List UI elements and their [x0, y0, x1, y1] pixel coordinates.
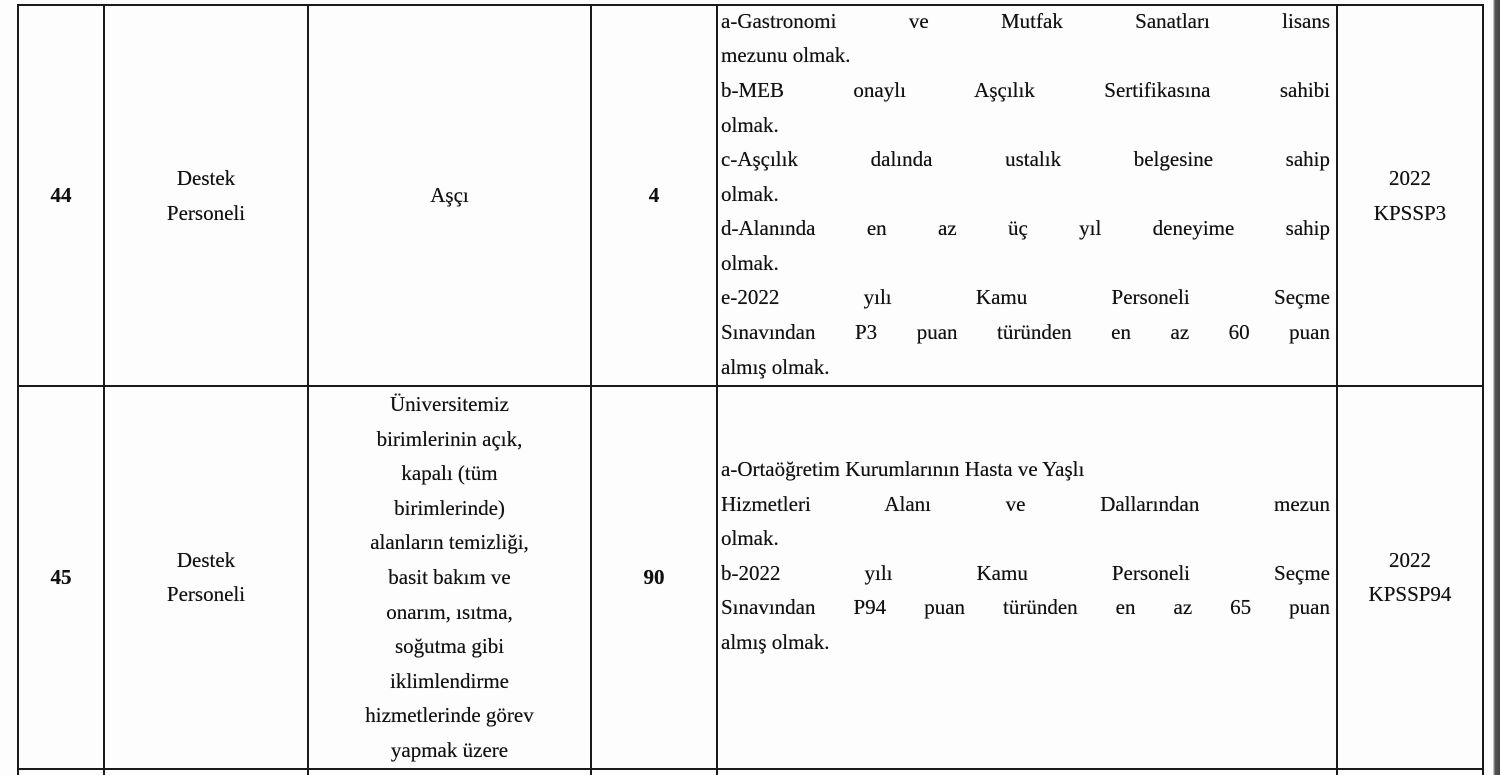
requirement-line: d-Alanında en az üç yıl deneyime sahip [721, 216, 1330, 241]
row-number-cell: 45 [18, 386, 104, 769]
requirement-line: c-Aşçılık dalında ustalık belgesine sahip [721, 147, 1330, 172]
requirements-cell [717, 386, 1337, 769]
table-row [18, 5, 1483, 386]
staff-type-line: Personeli [166, 200, 246, 225]
requirement-line: Hizmetleri Alanı ve Dallarından mezun [721, 491, 1330, 516]
exam-score-cell [1337, 386, 1483, 769]
requirement-line: a-Gastronomi ve Mutfak Sanatları lisans [721, 8, 1330, 33]
requirement-line: olmak. [721, 526, 779, 551]
row-number-cell: 44 [18, 5, 104, 386]
position-count-cell: 4 [591, 5, 717, 386]
requirement-line: Sınavından P94 puan türünden en az 65 puan [721, 595, 1330, 620]
staff-type-line: Destek [176, 165, 236, 190]
requirements-text [721, 4, 1330, 385]
position-title-line: soğutma gibi [394, 634, 505, 659]
page-edge-scrollbar [1493, 0, 1500, 775]
requirement-line: b-2022 yılı Kamu Personeli Seçme [721, 560, 1330, 585]
staff-type-cell [104, 5, 308, 386]
exam-score-cell [1337, 5, 1483, 386]
exam-score-type: KPSSP3 [1373, 200, 1447, 225]
requirement-line: olmak. [721, 181, 779, 206]
requirement-line: e-2022 yılı Kamu Personeli Seçme [721, 285, 1330, 310]
requirements-cell [717, 5, 1337, 386]
exam-year: 2022 [1389, 547, 1431, 572]
requirement-line: olmak. [721, 250, 779, 275]
position-title-line: iklimlendirme [390, 668, 509, 693]
position-title-line: Aşçı [430, 183, 469, 208]
exam-score-type: KPSSP94 [1368, 582, 1452, 607]
requirement-line: olmak. [721, 112, 779, 137]
position-title-cell [308, 5, 591, 386]
requirement-line: almış olmak. [721, 354, 830, 379]
requirement-line: mezunu olmak. [721, 43, 851, 68]
requirement-line: a-Ortaöğretim Kurumlarının Hasta ve Yaşlı [721, 456, 1085, 481]
exam-score-cell [1337, 769, 1483, 775]
position-title-line: onarım, ısıtma, [386, 599, 513, 624]
positions-table [17, 4, 1484, 775]
position-title-line: birimlerinde) [394, 495, 505, 520]
requirements-text [721, 452, 1330, 660]
position-title-line: kapalı (tüm [401, 461, 498, 486]
position-title-line: alanların temizliği, [370, 530, 529, 555]
table-row [18, 386, 1483, 769]
staff-type-line: Destek [176, 547, 236, 572]
requirements-cell [717, 769, 1337, 775]
requirement-line: Sınavından P3 puan türünden en az 60 puan [721, 320, 1330, 345]
position-title-line: hizmetlerinde görev [365, 703, 534, 728]
position-title-line: basit bakım ve [388, 564, 511, 589]
position-title-line: yapmak üzere [390, 737, 509, 762]
position-count-cell [591, 769, 717, 775]
position-title-cell [308, 386, 591, 769]
staff-type-cell [104, 386, 308, 769]
table-row-partial [18, 769, 1483, 775]
position-title-line: birimlerinin açık, [376, 426, 523, 451]
position-title-line: Üniversitemiz [390, 392, 509, 416]
exam-year: 2022 [1389, 165, 1431, 190]
requirement-line: b-MEB onaylı Aşçılık Sertifikasına sahibi [721, 77, 1330, 102]
requirement-line: almış olmak. [721, 629, 830, 654]
position-title-cell [308, 769, 591, 775]
staff-type-line: Personeli [166, 582, 246, 607]
position-count-cell: 90 [591, 386, 717, 769]
staff-type-cell [104, 769, 308, 775]
row-number-cell [18, 769, 104, 775]
